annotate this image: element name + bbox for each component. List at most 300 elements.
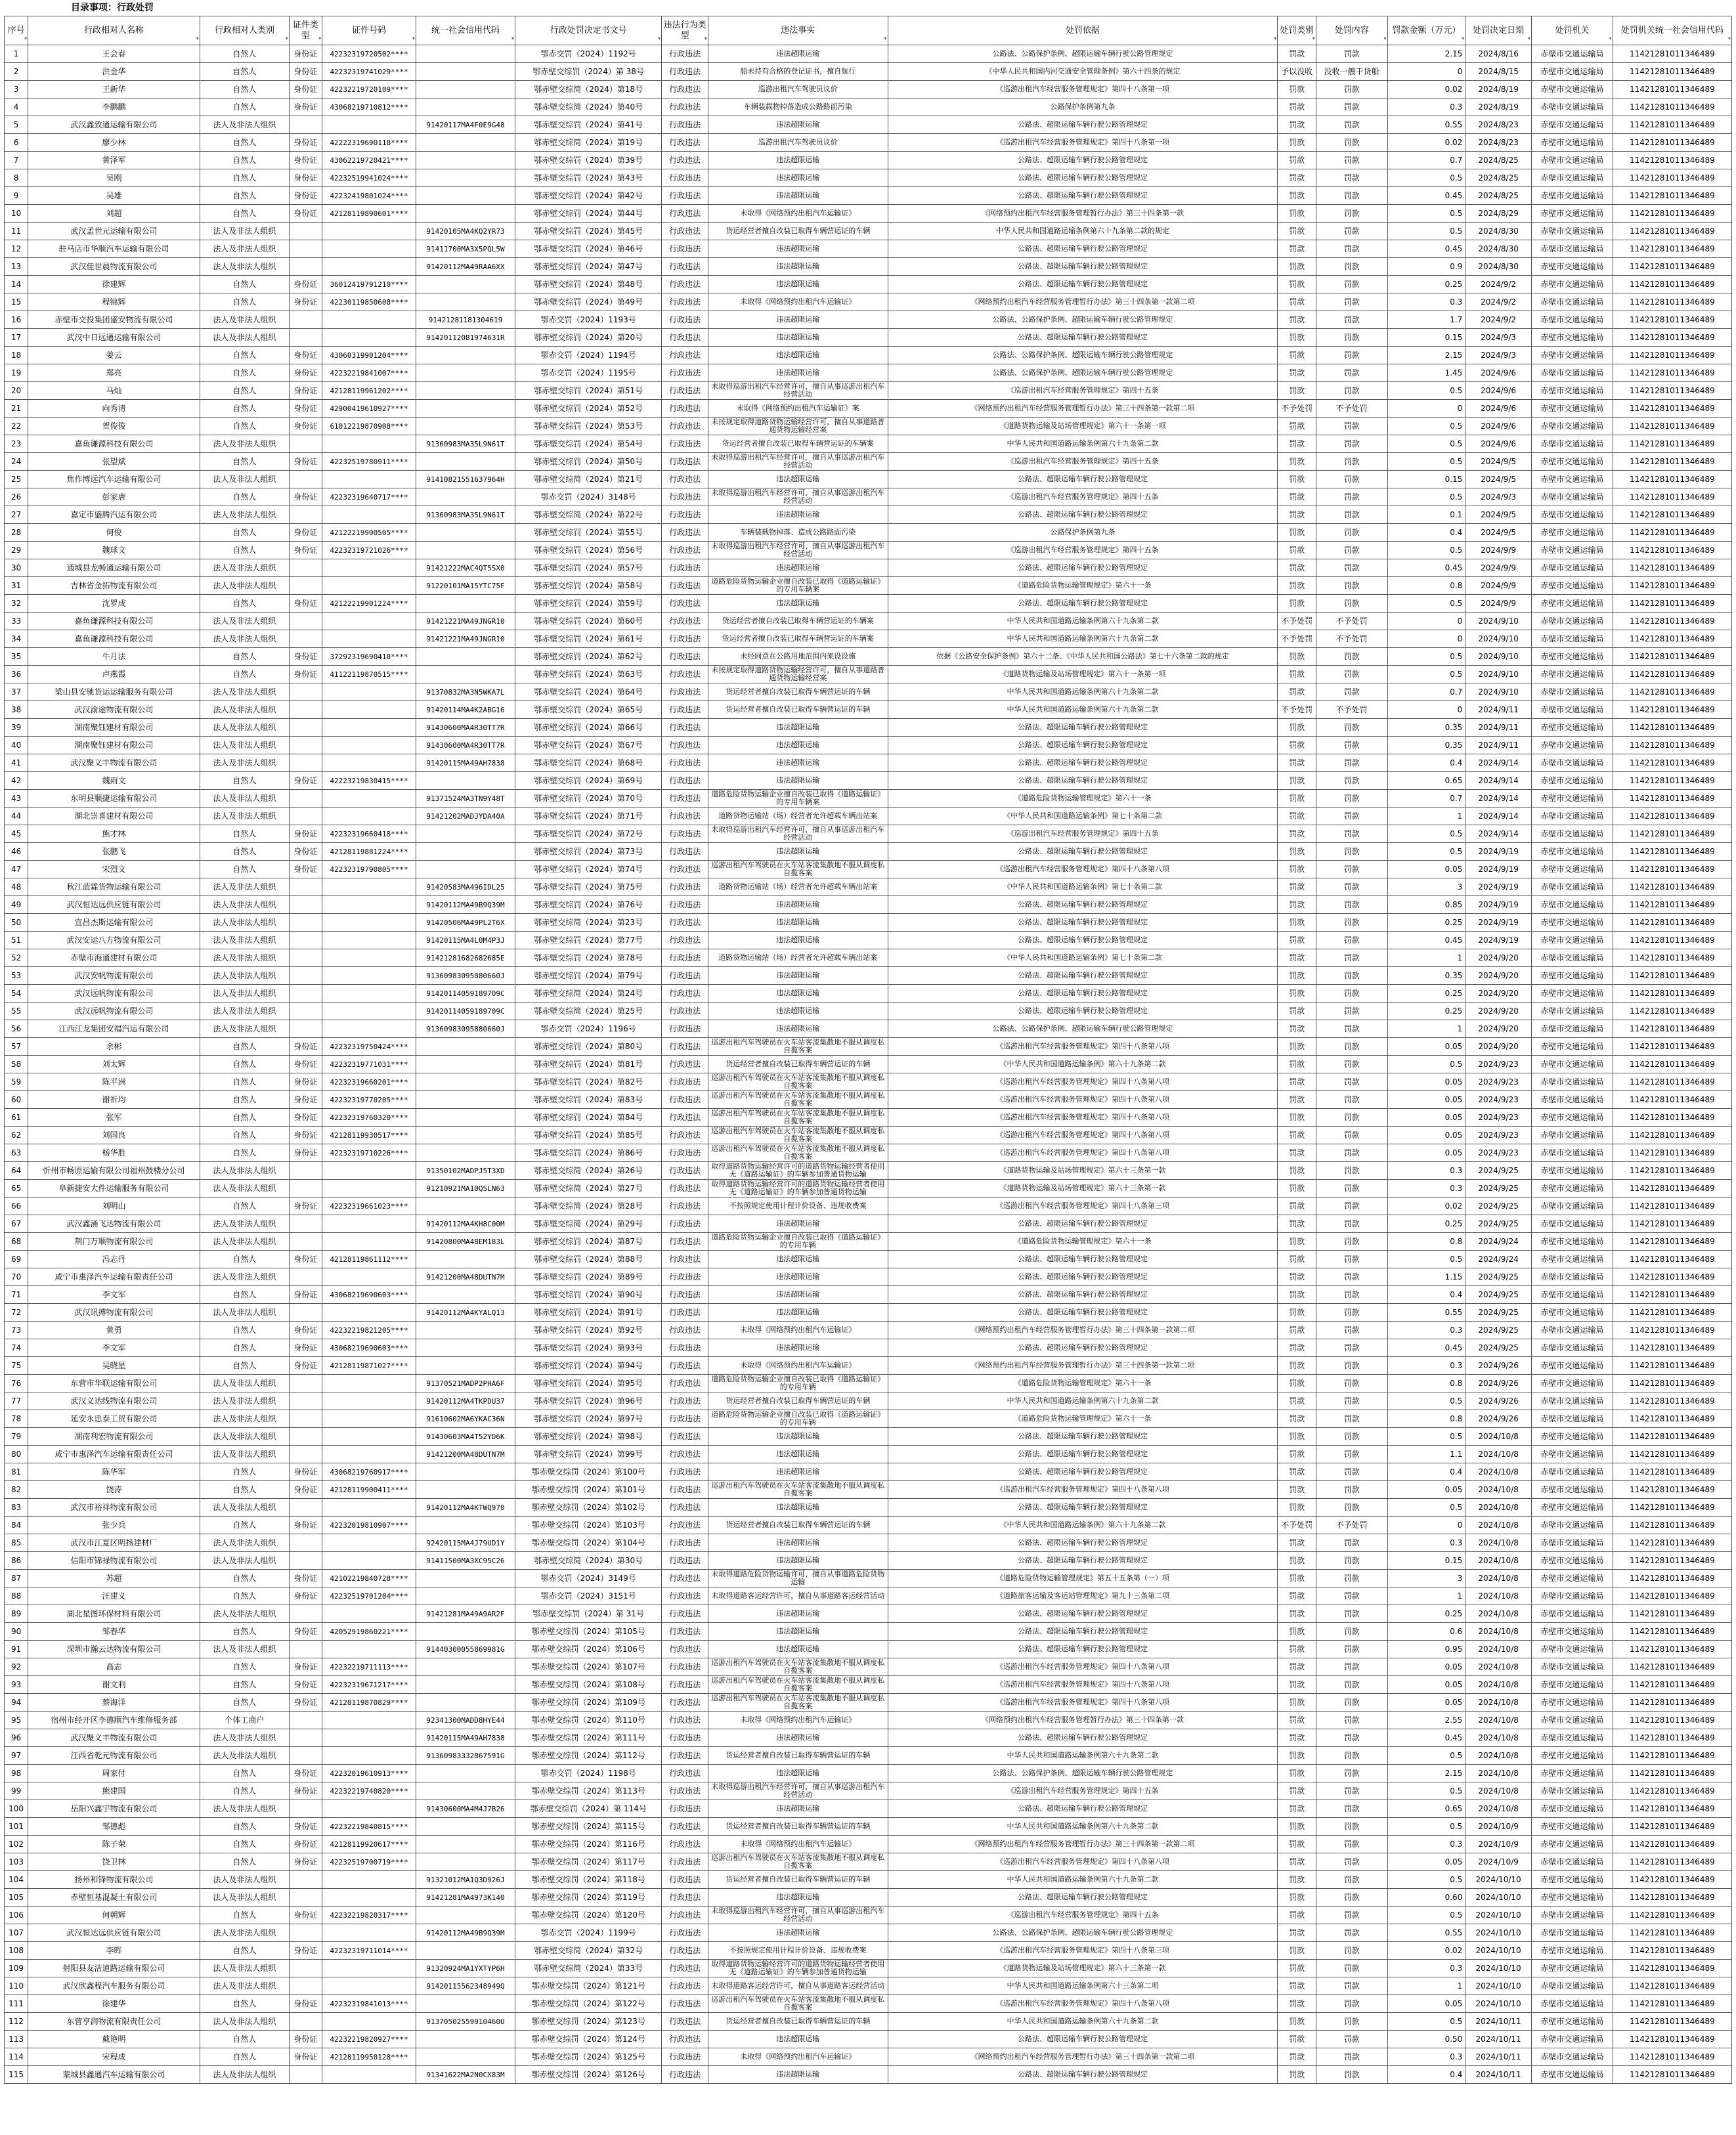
cell-credit-code [416, 2031, 515, 2048]
cell-party-name: 武汉孟世元运输有限公司 [28, 223, 200, 240]
cell-violation-type: 行政违法 [662, 1428, 708, 1446]
table-row [5, 1676, 1732, 1694]
cell-authority-code: 11421281011346489 [1613, 1003, 1731, 1020]
cell-seq: 101 [5, 1818, 28, 1836]
cell-penalty-content: 罚款 [1316, 666, 1387, 683]
cell-fine-amount: 0.7 [1387, 152, 1465, 169]
cell-penalty-category: 罚款 [1278, 2031, 1316, 2048]
cell-decision-number: 鄂赤壁交综罚（2024）第53号 [515, 418, 661, 435]
cell-id-number [322, 258, 416, 276]
cell-id-type [289, 1428, 322, 1446]
cell-violation-type: 行政违法 [662, 1800, 708, 1818]
cell-decision-number: 鄂赤壁交综罚（2024）第77号 [515, 932, 661, 949]
cell-seq: 7 [5, 152, 28, 169]
cell-authority-code: 11421281011346489 [1613, 1357, 1731, 1375]
cell-id-type: 身份证 [289, 595, 322, 613]
cell-id-type: 身份证 [289, 1091, 322, 1109]
cell-violation-type: 行政违法 [662, 1003, 708, 1020]
cell-penalty-category: 罚款 [1278, 559, 1316, 577]
cell-party-type: 自然人 [200, 1570, 289, 1587]
cell-violation-type: 行政违法 [662, 2031, 708, 2048]
cell-authority-code: 11421281011346489 [1613, 400, 1731, 418]
cell-penalty-content: 罚款 [1316, 1765, 1387, 1782]
cell-decision-number: 鄂赤壁交综罚（2024）第68号 [515, 754, 661, 772]
cell-decision-date: 2024/10/8 [1465, 1517, 1532, 1534]
cell-authority-code: 11421281011346489 [1613, 205, 1731, 223]
cell-id-number [322, 808, 416, 825]
cell-decision-number: 鄂赤壁交综罚（2024）第126号 [515, 2066, 661, 2084]
cell-party-name: 何俊 [28, 524, 200, 542]
cell-authority-code: 11421281011346489 [1613, 1641, 1731, 1658]
cell-party-name: 湖南利宏物流有限公司 [28, 1428, 200, 1446]
cell-violation-facts: 货运经营者擅自改装已取得车辆营运证的车辆 [708, 1818, 888, 1836]
cell-seq: 83 [5, 1499, 28, 1517]
cell-penalty-content: 罚款 [1316, 1428, 1387, 1446]
cell-violation-type: 行政违法 [662, 1251, 708, 1268]
cell-party-type: 自然人 [200, 63, 289, 81]
cell-violation-type: 行政违法 [662, 1517, 708, 1534]
cell-authority: 赤壁市交通运输局 [1531, 364, 1613, 382]
table-row [5, 1641, 1732, 1658]
table-row [5, 329, 1732, 347]
column-header-penalty-basis[interactable]: 处罚依据 ▾ [888, 16, 1278, 45]
cell-decision-date: 2024/9/9 [1465, 577, 1532, 595]
cell-authority: 赤壁市交通运输局 [1531, 1463, 1613, 1481]
cell-fine-amount: 0.25 [1387, 1003, 1465, 1020]
cell-penalty-category: 罚款 [1278, 1251, 1316, 1268]
cell-penalty-basis: 中华人民共和国道路运输条例第六十九条第二款 [888, 1392, 1278, 1410]
column-header-id-number[interactable]: 证件号码 ▾ [322, 16, 416, 45]
cell-id-type: 身份证 [289, 152, 322, 169]
cell-violation-type: 行政违法 [662, 1977, 708, 1995]
cell-authority: 赤壁市交通运输局 [1531, 683, 1613, 701]
cell-party-name: 驻马店市华顺汽车运输有限公司 [28, 240, 200, 258]
cell-id-type: 身份证 [289, 1818, 322, 1836]
cell-penalty-content: 罚款 [1316, 1056, 1387, 1073]
cell-credit-code [416, 187, 515, 205]
cell-fine-amount: 0.05 [1387, 1694, 1465, 1712]
cell-party-type: 法人及非法人组织 [200, 1960, 289, 1977]
cell-violation-facts: 违法超限运输 [708, 258, 888, 276]
cell-decision-number: 鄂赤壁交综罚（2024）第54号 [515, 435, 661, 453]
cell-authority-code: 11421281011346489 [1613, 329, 1731, 347]
cell-penalty-basis: 《道路危险货物运输管理规定》第六十一条 [888, 1233, 1278, 1251]
column-header-party-type[interactable]: 行政相对人类别 ▾ [200, 16, 289, 45]
cell-party-type: 法人及非法人组织 [200, 240, 289, 258]
cell-party-type: 法人及非法人组织 [200, 683, 289, 701]
table-row [5, 683, 1732, 701]
cell-decision-number: 鄂赤壁交综罚（2024）第42号 [515, 187, 661, 205]
cell-penalty-basis: 公路法、超限运输车辆行驶公路管理规定 [888, 2066, 1278, 2084]
cell-seq: 23 [5, 435, 28, 453]
cell-decision-number: 鄂赤壁交综简（2024）第25号 [515, 1003, 661, 1020]
cell-party-name: 张鹏飞 [28, 843, 200, 861]
cell-seq: 4 [5, 98, 28, 116]
column-header-credit-code[interactable]: 统一社会信用代码 ▾ [416, 16, 515, 45]
cell-penalty-content: 罚款 [1316, 1570, 1387, 1587]
cell-party-type: 法人及非法人组织 [200, 719, 289, 737]
cell-seq: 1 [5, 45, 28, 63]
cell-party-type: 自然人 [200, 81, 289, 98]
cell-decision-number: 鄂赤壁交综罚（2024）第99号 [515, 1446, 661, 1463]
cell-violation-type: 行政违法 [662, 843, 708, 861]
cell-authority-code: 11421281011346489 [1613, 1853, 1731, 1871]
cell-decision-date: 2024/10/8 [1465, 1694, 1532, 1712]
cell-penalty-basis: 公路法、超限运输车辆行驶公路管理规定 [888, 169, 1278, 187]
cell-decision-number: 鄂赤壁交综罚（2024）第62号 [515, 648, 661, 666]
cell-penalty-basis: 公路法、超限运输车辆行驶公路管理规定 [888, 896, 1278, 914]
cell-penalty-content: 罚款 [1316, 329, 1387, 347]
cell-credit-code: 91421281682682685E [416, 949, 515, 967]
cell-party-type: 自然人 [200, 1907, 289, 1924]
cell-penalty-basis: 公路法、超限运输车辆行驶公路管理规定 [888, 559, 1278, 577]
cell-party-name: 熊建国 [28, 1782, 200, 1800]
cell-penalty-basis: 中华人民共和国道路运输条例第六十九条第二款 [888, 1747, 1278, 1765]
cell-authority: 赤壁市交通运输局 [1531, 45, 1613, 63]
cell-authority: 赤壁市交通运输局 [1531, 790, 1613, 808]
cell-penalty-content: 罚款 [1316, 1836, 1387, 1853]
cell-authority-code: 11421281011346489 [1613, 1534, 1731, 1552]
cell-seq: 85 [5, 1534, 28, 1552]
cell-party-name: 宿州市经开区李德顺汽车维修服务部 [28, 1712, 200, 1729]
cell-violation-facts: 违法超限运输 [708, 1339, 888, 1357]
cell-party-name: 咸宁市惠泽汽车运输有限责任公司 [28, 1446, 200, 1463]
cell-authority-code: 11421281011346489 [1613, 1127, 1731, 1144]
cell-authority-code: 11421281011346489 [1613, 506, 1731, 524]
table-row [5, 878, 1732, 896]
column-header-violation-facts[interactable]: 违法事实 ▾ [708, 16, 888, 45]
cell-party-type: 自然人 [200, 648, 289, 666]
cell-authority: 赤壁市交通运输局 [1531, 1073, 1613, 1091]
cell-fine-amount: 0.05 [1387, 1109, 1465, 1127]
cell-party-name: 武汉安帆物流有限公司 [28, 967, 200, 985]
cell-id-number: 43068219690603**** [322, 1286, 416, 1304]
cell-id-number: 42128119900411**** [322, 1481, 416, 1499]
cell-id-number [322, 1800, 416, 1818]
cell-penalty-basis: 《巡游出租汽车经营服务管理规定》第四十五条 [888, 1782, 1278, 1800]
cell-violation-type: 行政违法 [662, 1765, 708, 1782]
cell-penalty-category: 予以没收 [1278, 63, 1316, 81]
table-row [5, 1712, 1732, 1729]
cell-decision-number: 鄂赤壁交综罚（2024）第57号 [515, 559, 661, 577]
cell-authority: 赤壁市交通运输局 [1531, 1392, 1613, 1410]
cell-party-name: 武汉欣鑫程汽车服务有限公司 [28, 1977, 200, 1995]
cell-id-number [322, 1392, 416, 1410]
cell-party-type: 自然人 [200, 1818, 289, 1836]
cell-penalty-content: 罚款 [1316, 1552, 1387, 1570]
cell-violation-facts: 违法超限运输 [708, 364, 888, 382]
cell-party-name: 宋烈文 [28, 861, 200, 878]
cell-fine-amount: 2.55 [1387, 1712, 1465, 1729]
cell-violation-type: 行政违法 [662, 1729, 708, 1747]
cell-penalty-content: 没收一艘干货船 [1316, 63, 1387, 81]
cell-decision-number: 鄂赤壁交综罚（2024）第91号 [515, 1304, 661, 1322]
cell-penalty-content: 罚款 [1316, 577, 1387, 595]
cell-party-name: 蒙城县鑫通汽车运输有限公司 [28, 2066, 200, 2084]
cell-seq: 63 [5, 1144, 28, 1162]
cell-violation-facts: 巡游出租汽车驾驶员在火车站客流集散地不服从调度私自揽客案 [708, 1038, 888, 1056]
cell-seq: 86 [5, 1552, 28, 1570]
column-header-decision-date[interactable]: 处罚决定日期 ▾ [1465, 16, 1532, 45]
cell-credit-code [416, 1481, 515, 1499]
cell-violation-facts: 未取得巡游出租汽车经营许可，擅自从事巡游出租汽车经营活动 [708, 488, 888, 506]
cell-violation-type: 行政违法 [662, 1339, 708, 1357]
cell-decision-number: 鄂赤壁交综罚（2024）第105号 [515, 1623, 661, 1641]
cell-penalty-basis: 中华人民共和国道路运输条例第六十九条第二款 [888, 435, 1278, 453]
cell-fine-amount: 0.5 [1387, 1056, 1465, 1073]
cell-violation-type: 行政违法 [662, 1375, 708, 1392]
column-header-authority-code[interactable]: 处罚机关统一社会信用代码 ▾ [1613, 16, 1731, 45]
cell-violation-facts: 未取得巡游出租汽车经营许可，擅自从事巡游出租汽车经营活动 [708, 1782, 888, 1800]
cell-penalty-content: 罚款 [1316, 1942, 1387, 1960]
cell-id-type [289, 754, 322, 772]
table-row [5, 134, 1732, 152]
cell-party-type: 法人及非法人组织 [200, 577, 289, 595]
cell-authority-code: 11421281011346489 [1613, 1020, 1731, 1038]
cell-fine-amount: 0.7 [1387, 790, 1465, 808]
cell-id-type: 身份证 [289, 1073, 322, 1091]
cell-violation-type: 行政违法 [662, 967, 708, 985]
cell-party-name: 杨华胜 [28, 1144, 200, 1162]
table-row [5, 223, 1732, 240]
cell-id-type [289, 683, 322, 701]
cell-id-number: 43060319901204**** [322, 347, 416, 364]
column-header-fine-amount[interactable]: 罚款金额（万元） ▾ [1387, 16, 1465, 45]
cell-fine-amount: 0.3 [1387, 1162, 1465, 1180]
column-header-seq[interactable]: 序号 ▾ [5, 16, 28, 45]
cell-credit-code [416, 1091, 515, 1109]
cell-id-number: 43068219690603**** [322, 1339, 416, 1357]
cell-violation-type: 行政违法 [662, 1694, 708, 1712]
cell-fine-amount: 0.4 [1387, 754, 1465, 772]
cell-party-type: 自然人 [200, 1286, 289, 1304]
column-header-penalty-category[interactable]: 处罚类别 ▾ [1278, 16, 1316, 45]
column-header-penalty-content[interactable]: 处罚内容 ▾ [1316, 16, 1387, 45]
cell-seq: 61 [5, 1109, 28, 1127]
cell-violation-facts: 违法超限运输 [708, 1020, 888, 1038]
cell-penalty-content: 罚款 [1316, 1197, 1387, 1215]
table-row [5, 1605, 1732, 1623]
cell-id-number: 42232419801024**** [322, 187, 416, 205]
cell-violation-type: 行政违法 [662, 1073, 708, 1091]
cell-authority: 赤壁市交通运输局 [1531, 1109, 1613, 1127]
cell-violation-type: 行政违法 [662, 1605, 708, 1623]
cell-party-type: 自然人 [200, 595, 289, 613]
cell-penalty-category: 罚款 [1278, 152, 1316, 169]
cell-penalty-content: 罚款 [1316, 1800, 1387, 1818]
table-row [5, 914, 1732, 932]
cell-authority: 赤壁市交通运输局 [1531, 1481, 1613, 1499]
cell-party-type: 自然人 [200, 542, 289, 559]
table-row [5, 524, 1732, 542]
column-header-id-type[interactable]: 证件类型 ▾ [289, 16, 322, 45]
cell-decision-date: 2024/10/8 [1465, 1623, 1532, 1641]
cell-party-name: 嘉鱼谦源科技有限公司 [28, 435, 200, 453]
cell-id-type: 身份证 [289, 1038, 322, 1056]
cell-seq: 92 [5, 1658, 28, 1676]
cell-id-type: 身份证 [289, 1251, 322, 1268]
cell-penalty-category: 罚款 [1278, 1694, 1316, 1712]
cell-seq: 22 [5, 418, 28, 435]
cell-penalty-category: 不予处罚 [1278, 701, 1316, 719]
cell-penalty-basis: 《巡游出租汽车经营服务管理规定》第四十八条第八项 [888, 1038, 1278, 1056]
cell-party-type: 自然人 [200, 1942, 289, 1960]
cell-id-number: 42232319771031**** [322, 1056, 416, 1073]
cell-decision-number: 鄂赤壁交综简（2024）第26号 [515, 1162, 661, 1180]
cell-decision-number: 鄂赤壁交综罚（2024）第87号 [515, 1233, 661, 1251]
cell-fine-amount: 0.5 [1387, 382, 1465, 400]
cell-decision-date: 2024/10/8 [1465, 1676, 1532, 1694]
cell-fine-amount: 0.05 [1387, 1127, 1465, 1144]
cell-credit-code [416, 453, 515, 471]
cell-authority: 赤壁市交通运输局 [1531, 754, 1613, 772]
cell-credit-code [416, 347, 515, 364]
cell-seq: 65 [5, 1180, 28, 1197]
cell-credit-code: 91420112MA49B9Q39M [416, 896, 515, 914]
cell-authority: 赤壁市交通运输局 [1531, 1197, 1613, 1215]
table-row [5, 949, 1732, 967]
table-row [5, 506, 1732, 524]
cell-party-name: 焦作博远汽车运输有限公司 [28, 471, 200, 488]
cell-decision-date: 2024/9/6 [1465, 400, 1532, 418]
cell-authority-code: 11421281011346489 [1613, 1605, 1731, 1623]
cell-id-type [289, 2066, 322, 2084]
cell-violation-facts: 违法超限运输 [708, 1251, 888, 1268]
cell-authority-code: 11421281011346489 [1613, 1871, 1731, 1889]
cell-penalty-content: 罚款 [1316, 187, 1387, 205]
cell-credit-code [416, 1322, 515, 1339]
cell-party-type: 自然人 [200, 418, 289, 435]
cell-fine-amount: 0.35 [1387, 719, 1465, 737]
cell-authority: 赤壁市交通运输局 [1531, 1924, 1613, 1942]
cell-authority-code: 11421281011346489 [1613, 2031, 1731, 2048]
cell-penalty-content: 罚款 [1316, 1924, 1387, 1942]
cell-penalty-basis: 《网络预约出租汽车经营服务管理暂行办法》第三十四条第一款第二项 [888, 1357, 1278, 1375]
cell-penalty-content: 罚款 [1316, 843, 1387, 861]
column-header-party-name[interactable]: 行政相对人名称 ▾ [28, 16, 200, 45]
column-header-authority[interactable]: 处罚机关 ▾ [1531, 16, 1613, 45]
cell-fine-amount: 0.5 [1387, 435, 1465, 453]
cell-authority: 赤壁市交通运输局 [1531, 418, 1613, 435]
cell-party-type: 自然人 [200, 1694, 289, 1712]
cell-id-number: 42232319750424**** [322, 1038, 416, 1056]
cell-decision-date: 2024/9/3 [1465, 329, 1532, 347]
cell-decision-number: 鄂赤壁交综罚（2024）第112号 [515, 1747, 661, 1765]
cell-penalty-basis: 公路法、超限运输车辆行驶公路管理规定 [888, 1286, 1278, 1304]
cell-penalty-category: 罚款 [1278, 1570, 1316, 1587]
cell-violation-facts: 违法超限运输 [708, 1800, 888, 1818]
cell-decision-date: 2024/10/11 [1465, 2031, 1532, 2048]
cell-fine-amount: 0.25 [1387, 1605, 1465, 1623]
cell-authority-code: 11421281011346489 [1613, 754, 1731, 772]
cell-penalty-basis: 《道路危险货物运输管理规定》第五十五条第（一）项 [888, 1570, 1278, 1587]
cell-party-type: 法人及非法人组织 [200, 701, 289, 719]
cell-authority-code: 11421281011346489 [1613, 1995, 1731, 2013]
cell-seq: 96 [5, 1729, 28, 1747]
cell-id-type [289, 1605, 322, 1623]
cell-penalty-category: 罚款 [1278, 1091, 1316, 1109]
cell-party-name: 武汉安运八方物流有限公司 [28, 932, 200, 949]
cell-authority-code: 11421281011346489 [1613, 134, 1731, 152]
cell-violation-type: 行政违法 [662, 754, 708, 772]
cell-decision-number: 鄂赤壁交综罚（2024）第43号 [515, 169, 661, 187]
table-row [5, 1463, 1732, 1481]
cell-authority-code: 11421281011346489 [1613, 701, 1731, 719]
table-row [5, 258, 1732, 276]
cell-fine-amount: 0.5 [1387, 223, 1465, 240]
cell-id-type: 身份证 [289, 205, 322, 223]
table-row [5, 648, 1732, 666]
cell-authority-code: 11421281011346489 [1613, 187, 1731, 205]
cell-penalty-basis: 公路法、超限运输车辆行驶公路管理规定 [888, 843, 1278, 861]
cell-party-name: 武汉中日远通运输有限公司 [28, 329, 200, 347]
cell-penalty-category: 罚款 [1278, 506, 1316, 524]
cell-penalty-basis: 公路法、超限运输车辆行驶公路管理规定 [888, 1889, 1278, 1907]
cell-violation-type: 行政违法 [662, 542, 708, 559]
cell-decision-date: 2024/9/2 [1465, 276, 1532, 293]
cell-id-type [289, 435, 322, 453]
cell-decision-number: 鄂赤壁交综简（2024）第40号 [515, 98, 661, 116]
cell-credit-code [416, 542, 515, 559]
cell-penalty-content: 罚款 [1316, 1481, 1387, 1499]
column-header-violation-type[interactable]: 违法行为类型 ▾ [662, 16, 708, 45]
cell-penalty-basis: 《网络预约出租汽车经营服务管理暂行办法》第三十四条第一款 [888, 1712, 1278, 1729]
cell-violation-facts: 违法超限运输 [708, 1215, 888, 1233]
cell-violation-type: 行政违法 [662, 1322, 708, 1339]
cell-penalty-content: 罚款 [1316, 1215, 1387, 1233]
cell-violation-facts: 货运经营者擅自改装已取得车辆营运证的车辆 [708, 1392, 888, 1410]
cell-decision-number: 鄂赤壁交综罚（2024）第 38号 [515, 63, 661, 81]
cell-violation-type: 行政违法 [662, 790, 708, 808]
cell-party-name: 谢文利 [28, 1676, 200, 1694]
cell-violation-facts: 违法超限运输 [708, 1623, 888, 1641]
cell-penalty-category: 罚款 [1278, 1392, 1316, 1410]
cell-penalty-content: 罚款 [1316, 276, 1387, 293]
cell-fine-amount: 0.02 [1387, 1942, 1465, 1960]
cell-authority: 赤壁市交通运输局 [1531, 1729, 1613, 1747]
cell-id-type [289, 914, 322, 932]
cell-seq: 87 [5, 1570, 28, 1587]
cell-id-number: 42232319790805**** [322, 861, 416, 878]
cell-fine-amount: 0.15 [1387, 329, 1465, 347]
cell-id-number: 43068219760917**** [322, 1463, 416, 1481]
cell-party-name: 吴雄 [28, 187, 200, 205]
cell-decision-number: 鄂赤壁交综罚（2024）第110号 [515, 1712, 661, 1729]
cell-violation-facts: 船未持有合格的登记证书，擅自航行 [708, 63, 888, 81]
cell-violation-facts: 违法超限运输 [708, 1605, 888, 1623]
cell-party-name: 湖北崇喜建材有限公司 [28, 808, 200, 825]
cell-violation-type: 行政违法 [662, 1924, 708, 1942]
cell-id-type [289, 1889, 322, 1907]
column-header-decision-number[interactable]: 行政处罚决定书文号 ▾ [515, 16, 661, 45]
cell-decision-date: 2024/10/8 [1465, 1658, 1532, 1676]
table-row [5, 701, 1732, 719]
cell-decision-date: 2024/8/30 [1465, 240, 1532, 258]
cell-seq: 52 [5, 949, 28, 967]
table-row [5, 1056, 1732, 1073]
table-row [5, 81, 1732, 98]
cell-violation-facts: 违法超限运输 [708, 152, 888, 169]
cell-penalty-basis: 公路法、超限运输车辆行驶公路管理规定 [888, 719, 1278, 737]
cell-violation-facts: 违法超限运输 [708, 1268, 888, 1286]
table-row [5, 1410, 1732, 1428]
cell-party-name: 扬州和锋物流有限公司 [28, 1871, 200, 1889]
table-row [5, 1197, 1732, 1215]
cell-decision-date: 2024/9/26 [1465, 1410, 1532, 1428]
cell-penalty-content: 罚款 [1316, 1251, 1387, 1268]
cell-id-number [322, 701, 416, 719]
cell-violation-type: 行政违法 [662, 2066, 708, 2084]
